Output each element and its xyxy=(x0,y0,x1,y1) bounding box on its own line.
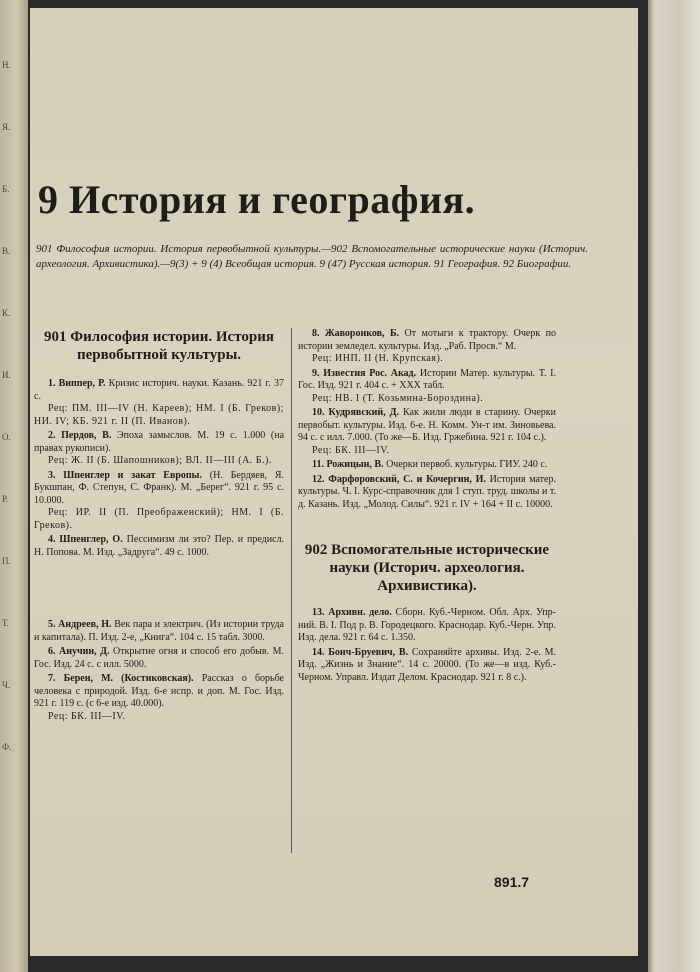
entry-text: Рассказ о борьбе человека с природой. Изд. 6-е испр. и доп. М. Гос. Изд. 921 г. 119 с. (с 6-е изд. 40.000). xyxy=(34,673,284,709)
entry-author: 11. Рожицын, В. xyxy=(312,459,384,470)
entry-author: 13. Архивн. дело. xyxy=(312,607,392,618)
entries-901-continued xyxy=(298,328,556,511)
section-heading-902: 902 Вспомогательные исторические науки (Историч. археология. Архивистика). xyxy=(304,542,550,594)
entry-author: 14. Бонч-Бруевич, В. xyxy=(312,646,409,658)
entry-author: 7. Берен, М. (Костиковская). xyxy=(48,673,194,684)
bibliography-entry xyxy=(34,378,284,428)
entries-901-group-b xyxy=(34,619,284,723)
entry-author: 4. Шпенглер, О. xyxy=(48,534,123,545)
bibliography-entry xyxy=(298,459,556,472)
facing-page-fragment: Н. xyxy=(2,60,11,70)
entry-review: Рец: БК. III—IV. xyxy=(312,444,390,456)
entry-review: Рец: НВ. I (Т. Козьмина-Бороздина). xyxy=(312,392,484,404)
bibliography-entry xyxy=(34,673,284,723)
entry-author: 8. Жаворонков, Б. xyxy=(312,328,400,339)
previous-page-edge xyxy=(0,0,28,972)
entry-text: Как жили люди в старину. Очерки первобыт. культуры. Изд. 6-е. Н. Комм. Ун-т им. Зиновьева. 94 с. с илл. 7.000. (То же—Б. Изд. Гржебина. 921 г. 104 с.). xyxy=(298,407,556,443)
entry-author: 12. Фарфоровский, С. и Кочергин, И. xyxy=(312,473,486,485)
entry-text: Эпоха замыслов. М. 19 с. 1.000 (на правах рукописи). xyxy=(34,430,285,454)
entry-text: Истории Матер. культуры. Т. I. Гос. Изд. 921 г. 404 с. + XXX табл. xyxy=(298,367,557,391)
facing-page-fragment: К. xyxy=(2,308,11,318)
page-number: 891.7 xyxy=(494,874,530,890)
entry-author: 6. Анучин, Д. xyxy=(48,646,110,657)
chapter-title: 9 История и география. xyxy=(38,177,476,222)
entry-author: 5. Андреев, Н. xyxy=(48,619,112,630)
page-stack-edge xyxy=(648,0,700,972)
entry-text: От мотыги к трактору. Очерк по истории земледел. культуры. Изд. „Раб. Просв.“ М. xyxy=(298,328,557,352)
entry-review: Рец: ИР. II (П. Преображенский); НМ. I (Б. Греков). xyxy=(34,507,284,531)
entry-text: (Н. Бердяев, Я. Букшпан, Ф. Степун, С. Франк). М. „Берег“. 921 г. 95 с. 10.000. xyxy=(34,469,284,506)
section-heading-901: 901 Философия истории. История первобытной культуры. xyxy=(44,329,274,363)
bibliography-entry xyxy=(298,328,556,366)
bibliography-entry xyxy=(34,619,284,644)
facing-page-fragment: Т. xyxy=(2,618,9,628)
bibliography-entry xyxy=(34,534,284,559)
entry-text: Кризис историч. науки. Казань. 921 г. 37 с. xyxy=(34,378,284,402)
facing-page-fragment: И. xyxy=(2,370,11,380)
entry-text: Пессимизм ли это? Пер. и предисл. Н. Попова. М. Изд. „Задруга“. 49 с. 1000. xyxy=(34,534,284,558)
bibliography-entry xyxy=(34,430,284,468)
column-divider xyxy=(291,328,292,853)
entry-author: 9. Известия Рос. Акад. xyxy=(312,367,417,379)
entry-text: Открытие огня и способ его добыв. М. Гос. Изд. 24 с. с илл. 5000. xyxy=(34,646,284,670)
entry-author: 1. Виппер, Р. xyxy=(48,378,106,389)
entry-text: Сборн. Куб.-Черном. Обл. Арх. Упр-ний. В. I. Под р. В. Городецкого. Краснодар. Куб.-Черн. Упр. Изд. дела. 921 г. 64 с. 1.350. xyxy=(298,607,556,643)
entry-text: Сохраняйте архивы. Изд. 2-е. М. Изд. „Жизнь и Знание“. 14 с. 20000. (То же—в изд. Куб.-Черном. Управл. Издат Делом. Краснодар. 921 г. 8 с.). xyxy=(298,646,556,683)
book-page xyxy=(30,8,638,956)
entry-author: 3. Шпенглер и закат Европы. xyxy=(48,469,202,481)
facing-page-fragment: Ф. xyxy=(2,742,12,752)
facing-page-fragment: Б. xyxy=(2,184,10,194)
facing-page-fragment: Я. xyxy=(2,122,11,132)
bibliography-entry xyxy=(298,368,556,406)
entry-review: Рец: ИНП. II (Н. Крупская). xyxy=(312,353,444,364)
entry-review: Рец: Ж. II (Б. Шапошников); ВЛ. II—III (А. Б.). xyxy=(48,455,272,466)
entry-author: 2. Пердов, В. xyxy=(48,430,112,441)
facing-page-fragment: Р. xyxy=(2,494,9,504)
bibliography-entry xyxy=(298,474,556,512)
facing-page-fragment: О. xyxy=(2,432,11,442)
facing-page-fragment: П. xyxy=(2,556,11,566)
bibliography-entry xyxy=(298,607,556,645)
entry-review: Рец: БК. III—IV. xyxy=(48,710,126,722)
entry-author: 10. Кудрявский, Д. xyxy=(312,407,400,418)
entries-901-group-a xyxy=(34,378,284,559)
bibliography-entry xyxy=(298,407,556,457)
entry-review: Рец: ПМ. III—IV (Н. Кареев); НМ. I (Б. Греков); НИ. IV; КБ. 921 г. II (П. Иванов). xyxy=(34,403,284,427)
blank-gap xyxy=(34,561,284,619)
chapter-subdivisions: 901 Философия истории. История первобытной культуры.—902 Вспомогательные исторические науки (Историч. археология. Архивистика).—9(3) + 9 (4) Всеобщая история. 9 (47) Русская история. 91 География. 92 Биографии. xyxy=(36,243,588,270)
bibliography-entry xyxy=(34,646,284,671)
entry-text: Очерки первоб. культуры. ГИУ. 240 с. xyxy=(386,459,548,470)
entries-902 xyxy=(298,607,556,684)
entry-text: Век пара и электрич. (Из истории труда и капитала). П. Изд. 2-е, „Книга“. 104 с. 15 табл. 3000. xyxy=(34,619,284,643)
facing-page-fragment: Ч. xyxy=(2,680,11,690)
entry-text: История матер. культуры. Ч. I. Курс-справочник для 1 ступ. труд. школы и т. д. Казань. Изд. „Молод. Силы“. 921 г. IV + 164 + II с. 10000. xyxy=(298,473,556,510)
right-column xyxy=(298,328,556,686)
facing-page-fragment: В. xyxy=(2,246,11,256)
bibliography-entry xyxy=(34,470,284,533)
bibliography-entry xyxy=(298,647,556,685)
left-column xyxy=(34,328,284,725)
